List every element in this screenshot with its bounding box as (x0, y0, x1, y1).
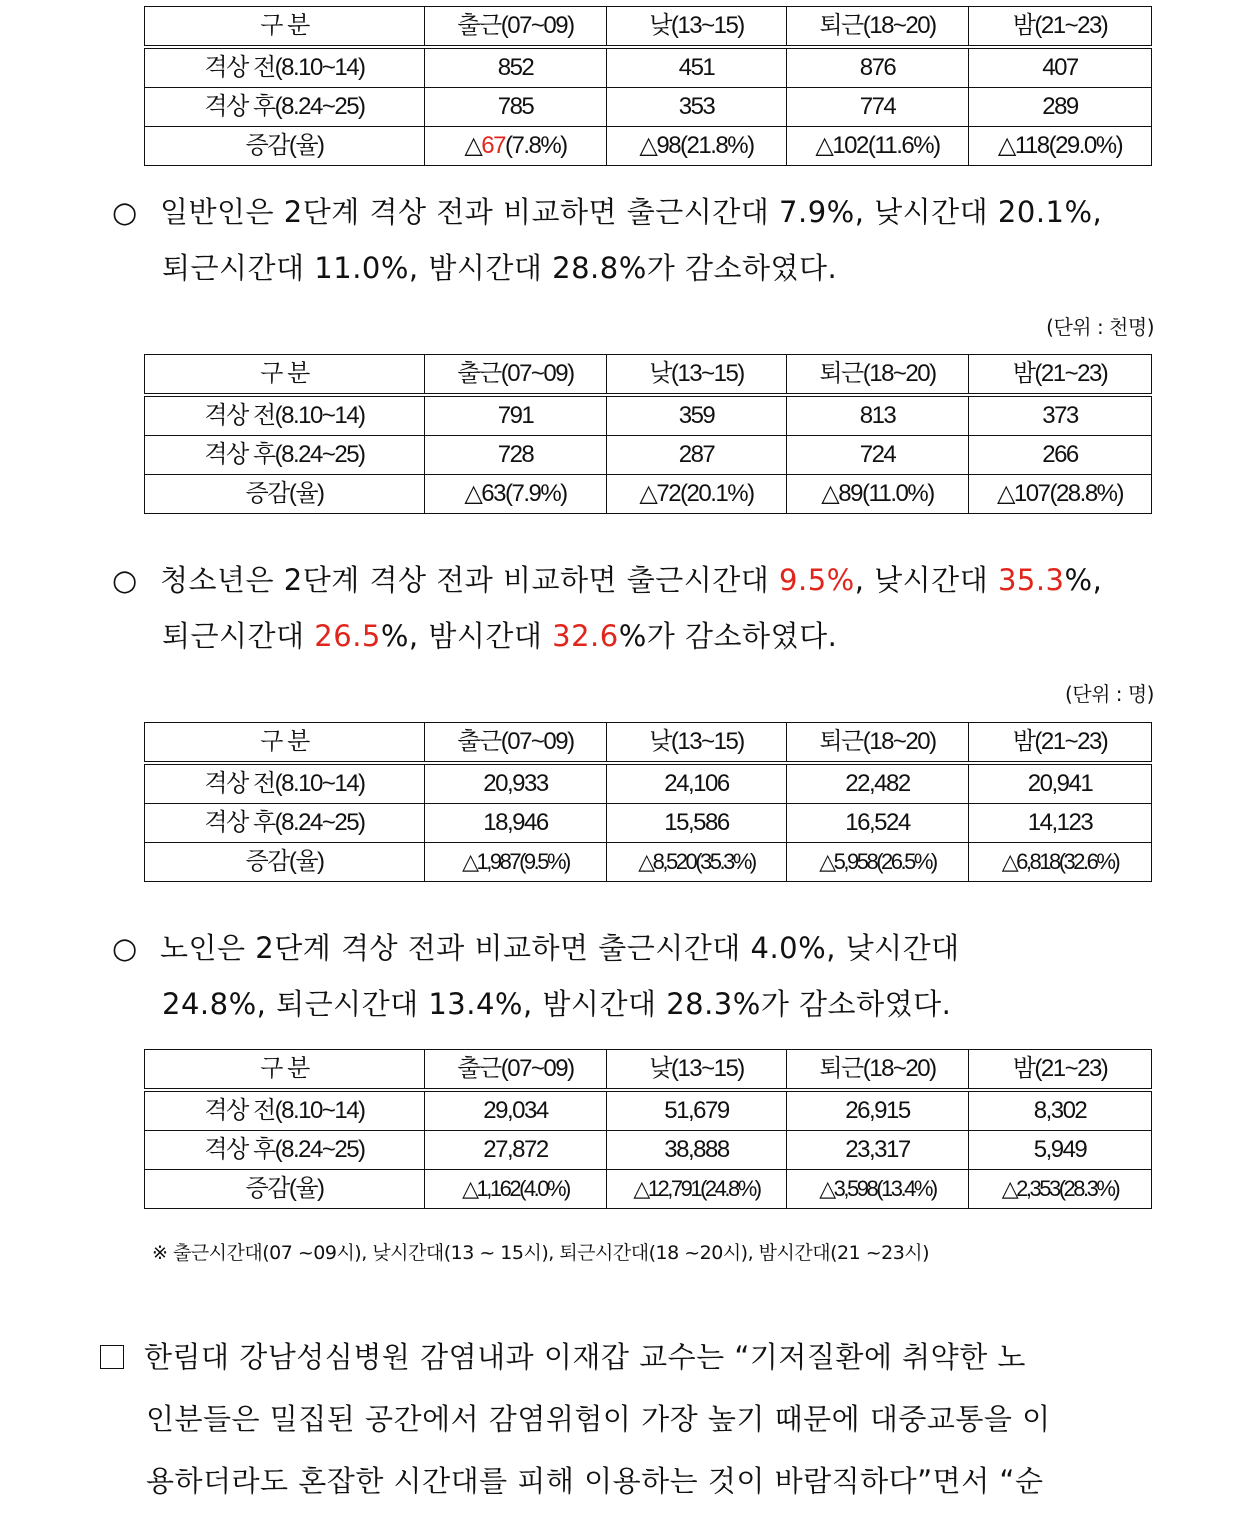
cell: 23,317 (787, 1131, 969, 1170)
paragraph-text: %가 감소하였다. (618, 619, 838, 653)
cell: 359 (607, 395, 787, 436)
table-row-change (145, 475, 1152, 514)
cell: △2,353(28.3%) (969, 1170, 1152, 1209)
row-label-after: 격상 후(8.24~25) (145, 1131, 425, 1170)
cell: 289 (969, 88, 1152, 127)
unit-label: (단위 : 명) (1064, 682, 1154, 706)
paragraph-line: 24.8%, 퇴근시간대 13.4%, 밤시간대 28.3%가 감소하였다. (162, 987, 952, 1021)
header-evening: 퇴근(18~20) (787, 1050, 969, 1091)
cell: △12,791(24.8%) (607, 1170, 787, 1209)
table-row-change (145, 127, 1152, 166)
cell: 20,941 (969, 763, 1152, 804)
cell: △3,598(13.4%) (787, 1170, 969, 1209)
cell: 728 (425, 436, 607, 475)
cell: △102(11.6%) (787, 127, 969, 166)
cell: 852 (425, 47, 607, 88)
cell: 774 (787, 88, 969, 127)
paragraph-general-public (112, 184, 1152, 296)
table-row-after (145, 804, 1152, 843)
row-label-before: 격상 전(8.10~14) (145, 763, 425, 804)
table-header-row (145, 723, 1152, 764)
table-row-after (145, 1131, 1152, 1170)
cell: 24,106 (607, 763, 787, 804)
row-label-after: 격상 후(8.24~25) (145, 804, 425, 843)
ridership-table-elderly (144, 1049, 1152, 1209)
cell: 353 (607, 88, 787, 127)
paragraph-line (112, 608, 1152, 664)
highlight-value: 32.6 (552, 619, 619, 653)
cell: △8,520(35.3%) (607, 843, 787, 882)
bullet-circle: ○ (112, 195, 138, 229)
change-rate: (7.8%) (504, 132, 567, 159)
paragraph-line: 노인은 2단계 격상 전과 비교하면 출근시간대 4.0%, 낮시간대 (160, 931, 960, 965)
bullet-circle: ○ (112, 563, 138, 597)
paragraph-text: %, (1064, 563, 1103, 597)
cell: △6,818(32.6%) (969, 843, 1152, 882)
paragraph-line: 퇴근시간대 11.0%, 밤시간대 28.8%가 감소하였다. (162, 251, 838, 285)
cell: 20,933 (425, 763, 607, 804)
cell: 373 (969, 395, 1152, 436)
cell: △1,162(4.0%) (425, 1170, 607, 1209)
paragraph-youth (112, 552, 1152, 664)
header-category: 구 분 (145, 355, 425, 396)
cell: 22,482 (787, 763, 969, 804)
table-row-change (145, 1170, 1152, 1209)
ridership-table-youth (144, 722, 1152, 882)
row-label-after: 격상 후(8.24~25) (145, 436, 425, 475)
cell: △72(20.1%) (607, 475, 787, 514)
table-header-row (145, 7, 1152, 48)
paragraph-elderly (112, 920, 1152, 1032)
cell: 724 (787, 436, 969, 475)
header-night: 밤(21~23) (969, 7, 1152, 48)
bullet-circle: ○ (112, 931, 138, 965)
header-category: 구 분 (145, 7, 425, 48)
ridership-table-total (144, 6, 1152, 166)
paragraph-expert-quote (100, 1326, 1154, 1512)
header-morning: 출근(07~09) (425, 355, 607, 396)
cell: 51,679 (607, 1090, 787, 1131)
header-evening: 퇴근(18~20) (787, 355, 969, 396)
paragraph-line: 한림대 강남성심병원 감염내과 이재갑 교수는 “기저질환에 취약한 노 (144, 1340, 1026, 1374)
cell: 451 (607, 47, 787, 88)
cell: 8,302 (969, 1090, 1152, 1131)
cell: △1,987(9.5%) (425, 843, 607, 882)
header-morning: 출근(07~09) (425, 723, 607, 764)
header-evening: 퇴근(18~20) (787, 723, 969, 764)
paragraph-line: 용하더라도 혼잡한 시간대를 피해 이용하는 것이 바람직하다”면서 “순 (146, 1464, 1044, 1498)
change-value-highlight: 67 (481, 132, 505, 159)
paragraph-text: 청소년은 2단계 격상 전과 비교하면 출근시간대 (160, 563, 780, 597)
paragraph-text: , 낮시간대 (854, 563, 998, 597)
cell: 18,946 (425, 804, 607, 843)
cell: 813 (787, 395, 969, 436)
table-row-before (145, 47, 1152, 88)
header-night: 밤(21~23) (969, 1050, 1152, 1091)
cell: 27,872 (425, 1131, 607, 1170)
cell: 16,524 (787, 804, 969, 843)
header-morning: 출근(07~09) (425, 7, 607, 48)
unit-label: (단위 : 천명) (1046, 315, 1154, 339)
cell-change-morning (425, 127, 607, 166)
table-header-row (145, 355, 1152, 396)
paragraph-text: %, 밤시간대 (380, 619, 553, 653)
header-night: 밤(21~23) (969, 723, 1152, 764)
row-label-change: 증감(율) (145, 843, 425, 882)
row-label-after: 격상 후(8.24~25) (145, 88, 425, 127)
cell: 266 (969, 436, 1152, 475)
table-row-before (145, 763, 1152, 804)
header-night: 밤(21~23) (969, 355, 1152, 396)
row-label-before: 격상 전(8.10~14) (145, 47, 425, 88)
change-symbol: △ (464, 132, 482, 159)
cell: 791 (425, 395, 607, 436)
cell: 785 (425, 88, 607, 127)
ridership-table-general (144, 354, 1152, 514)
header-daytime: 낮(13~15) (607, 7, 787, 48)
cell: 407 (969, 47, 1152, 88)
cell: △5,958(26.5%) (787, 843, 969, 882)
row-label-change: 증감(율) (145, 1170, 425, 1209)
paragraph-line: 일반인은 2단계 격상 전과 비교하면 출근시간대 7.9%, 낮시간대 20.1%, (160, 195, 1103, 229)
header-daytime: 낮(13~15) (607, 355, 787, 396)
header-morning: 출근(07~09) (425, 1050, 607, 1091)
header-evening: 퇴근(18~20) (787, 7, 969, 48)
highlight-value: 9.5% (779, 563, 855, 597)
cell: 15,586 (607, 804, 787, 843)
checkbox-square-icon (100, 1345, 124, 1369)
row-label-before: 격상 전(8.10~14) (145, 1090, 425, 1131)
header-daytime: 낮(13~15) (607, 723, 787, 764)
cell: △107(28.8%) (969, 475, 1152, 514)
cell: 287 (607, 436, 787, 475)
table-header-row (145, 1050, 1152, 1091)
row-label-change: 증감(율) (145, 475, 425, 514)
highlight-value: 26.5 (314, 619, 381, 653)
table-row-before (145, 395, 1152, 436)
cell: 14,123 (969, 804, 1152, 843)
header-category: 구 분 (145, 1050, 425, 1091)
table-row-change (145, 843, 1152, 882)
cell: 38,888 (607, 1131, 787, 1170)
cell: △63(7.9%) (425, 475, 607, 514)
cell: △89(11.0%) (787, 475, 969, 514)
cell: 5,949 (969, 1131, 1152, 1170)
header-daytime: 낮(13~15) (607, 1050, 787, 1091)
cell: △98(21.8%) (607, 127, 787, 166)
footnote: ※ 출근시간대(07 ~09시), 낮시간대(13 ~ 15시), 퇴근시간대(18 ~20시), 밤시간대(21 ~23시) (152, 1242, 930, 1264)
table-row-before (145, 1090, 1152, 1131)
highlight-value: 35.3 (997, 563, 1065, 597)
table-row-after (145, 436, 1152, 475)
row-label-change: 증감(율) (145, 127, 425, 166)
cell: 26,915 (787, 1090, 969, 1131)
cell: 876 (787, 47, 969, 88)
paragraph-line: 인분들은 밀집된 공간에서 감염위험이 가장 높기 때문에 대중교통을 이 (146, 1402, 1051, 1436)
header-category: 구 분 (145, 723, 425, 764)
cell: 29,034 (425, 1090, 607, 1131)
cell: △118(29.0%) (969, 127, 1152, 166)
table-row-after (145, 88, 1152, 127)
row-label-before: 격상 전(8.10~14) (145, 395, 425, 436)
paragraph-text: 퇴근시간대 (162, 619, 315, 653)
